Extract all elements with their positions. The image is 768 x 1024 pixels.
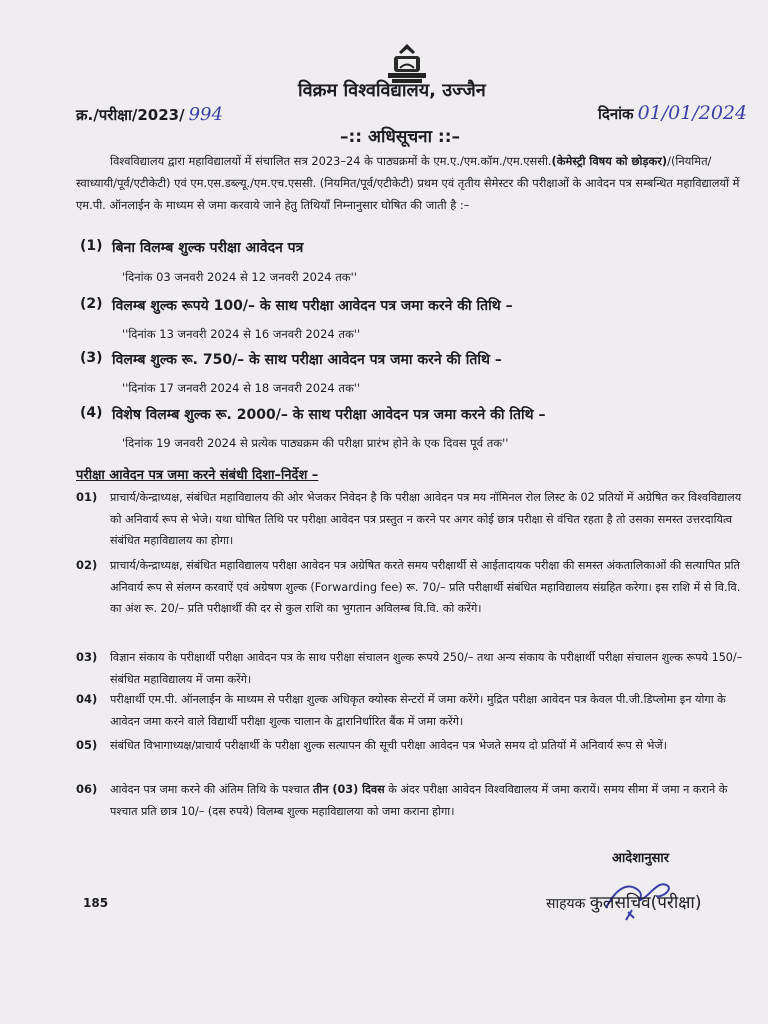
intro-text-part2: /(नियमित/ स्वाध्यायी/पूर्व/एटीकेटी) एवं एम.एस.डब्ल्यू./एम.एच.एससी. (नियमित/पूर्व/एटीकेटी) प्रथम एवं तृतीय सेमेस्टर की परीक्षाओं के आवेदन पत्र सम्बन्धित महाविद्यालयों में एम.पी. ऑनलाईन के माध्यम से जमा करवाये जाने हेतु तिथियाँ निम्नानुसार घोषित की जाती है :– [76, 154, 740, 212]
schedule-number: (2) [80, 296, 103, 312]
guideline-text: प्राचार्य/केन्द्राध्यक्ष, संबंधित महाविद्यालय की ओर भेजकर निवेदन है कि परीक्षा आवेदन पत्र मय नॉमिनल रोल लिस्ट के 02 प्रतियों में अग्रेषित कर विश्वविद्यालय को अनिवार्य रूप से भेजे। यथा घोषित तिथि पर परीक्षा आवेदन पत्र प्रस्तुत न करने पर अगर कोई छात्र परीक्षा से वंचित रहता है तो उसका समस्त उत्तरदायित्व संबंधित महाविद्यालय का होगा। [110, 491, 742, 547]
date-label: दिनांक [598, 105, 634, 123]
intro-text-part1: विश्वविद्यालय द्वारा महाविद्यालयों में संचालित सत्र 2023–24 के पाठ्यक्रमों के एम.ए./एम.कॉम./एम.एससी. [110, 154, 552, 168]
schedule-number: (4) [80, 405, 103, 421]
guideline-text: प्राचार्य/केन्द्राध्यक्ष, संबंधित महाविद्यालय परीक्षा आवेदन पत्र अग्रेषित करते समय परीक्षार्थी से आईतादायक परीक्षा की समस्त अंकतालिकाओं की सत्यापित प्रति अनिवार्य रूप से संलग्न करवाऐं एवं अग्रेषण शुल्क (Forwarding fee) रू. 70/– प्रति परीक्षार्थी संबंधित महाविद्यालय संग्रहित करेगा। इस राशि में से वि.वि. का अंश रू. 20/– प्रति परीक्षार्थी की दर से कुल राशि का भुगतान अविलम्ब वि.वि. को करेंगे। [110, 559, 741, 615]
reference-label: क्र./परीक्षा/2023/ [76, 106, 185, 124]
guideline-text-before: आवेदन पत्र जमा करने की अंतिम तिथि के पश्चात [110, 783, 310, 796]
intro-bold-exclusion: (केमेस्ट्री विषय को छोड़कर) [551, 154, 668, 168]
signatory [546, 890, 701, 913]
guideline-number: 05) [76, 738, 98, 752]
intro-paragraph [76, 150, 746, 216]
guideline-number: 01) [76, 490, 98, 504]
schedule-title: बिना विलम्ब शुल्क परीक्षा आवेदन पत्र [112, 240, 304, 256]
guideline-text-after: के अंदर परीक्षा आवेदन विश्वविद्यालय में जमा करायें। समय सीमा में जमा न कराने के पश्चात प्रति छात्र 10/– (दस रुपये) विलम्ब शुल्क महाविद्यालया को जमा कराना होगा। [110, 783, 728, 818]
guideline-text [110, 779, 746, 822]
guideline-text: विज्ञान संकाय के परीक्षार्थी परीक्षा आवेदन पत्र के साथ परीक्षा संचालन शुल्क रूपये 250/– तथा अन्य संकाय के परीक्षार्थी परीक्षा संचालन शुल्क रूपये 150/– संबंधित महाविद्यालय में जमा करेंगे। [110, 651, 743, 686]
guideline-number: 06) [76, 782, 98, 796]
schedule-dates: 'दिनांक 03 जनवरी 2024 से 12 जनवरी 2024 तक'' [122, 270, 357, 284]
order-label: आदेशानुसार [612, 851, 670, 866]
guideline-text: संबंधित विभागाध्यक्ष/प्राचार्य परीक्षार्थी के परीक्षा शुल्क सत्यापन की सूची परीक्षा आवेदन पत्र भेजते समय दो प्रतियों में अनिवार्य रूप से भेजें। [110, 739, 667, 752]
guideline-number: 04) [76, 692, 98, 706]
guideline-text: परीक्षार्थी एम.पी. ऑनलाईन के माध्यम से परीक्षा शुल्क अधिकृत क्योस्क सेन्टरों में जमा करेंगे। मुद्रित परीक्षा आवेदन पत्र केवल पी.जी.डिप्लोमा इन योगा के आवेदन जमा करने वाले विद्यार्थी परीक्षा शुल्क चालान के द्वारानिर्धारित बैंक में जमा करेंगे। [110, 693, 726, 728]
schedule-number: (1) [80, 238, 103, 254]
schedule-title: विलम्ब शुल्क रूपये 100/– के साथ परीक्षा आवेदन पत्र जमा करने की तिथि – [112, 298, 513, 314]
notice-heading: –:: अधिसूचना ::– [340, 127, 461, 147]
university-name: विक्रम विश्वविद्यालय, उज्जैन [298, 80, 486, 101]
notice-date [598, 102, 747, 124]
schedule-dates: ''दिनांक 13 जनवरी 2024 से 16 जनवरी 2024 तक'' [122, 327, 361, 341]
schedule-dates: ''दिनांक 17 जनवरी 2024 से 18 जनवरी 2024 तक'' [122, 381, 361, 395]
page-number: 185 [83, 896, 109, 910]
schedule-dates: 'दिनांक 19 जनवरी 2024 से प्रत्येक पाठ्यक्रम की परीक्षा प्रारंभ होने के एक दिवस पूर्व तक'' [122, 436, 509, 450]
reference-handwritten-number: 994 [188, 104, 223, 125]
reference-number [76, 104, 223, 125]
date-handwritten-value: 01/01/2024 [637, 102, 748, 124]
schedule-title: विशेष विलम्ब शुल्क रू. 2000/– के साथ परीक्षा आवेदन पत्र जमा करने की तिथि – [112, 407, 546, 423]
guidelines-heading: परीक्षा आवेदन पत्र जमा करने संबंधी दिशा–निर्देश – [76, 468, 319, 483]
signatory-title: कुलसचिव(परीक्षा) [589, 893, 702, 913]
schedule-title: विलम्ब शुल्क रू. 750/– के साथ परीक्षा आवेदन पत्र जमा करने की तिथि – [112, 352, 502, 368]
guideline-number: 02) [76, 558, 98, 572]
guideline-number: 03) [76, 650, 98, 664]
signatory-prefix: साहयक [546, 896, 586, 912]
guideline-bold-deadline: तीन (03) दिवस [313, 783, 385, 796]
schedule-number: (3) [80, 350, 103, 366]
